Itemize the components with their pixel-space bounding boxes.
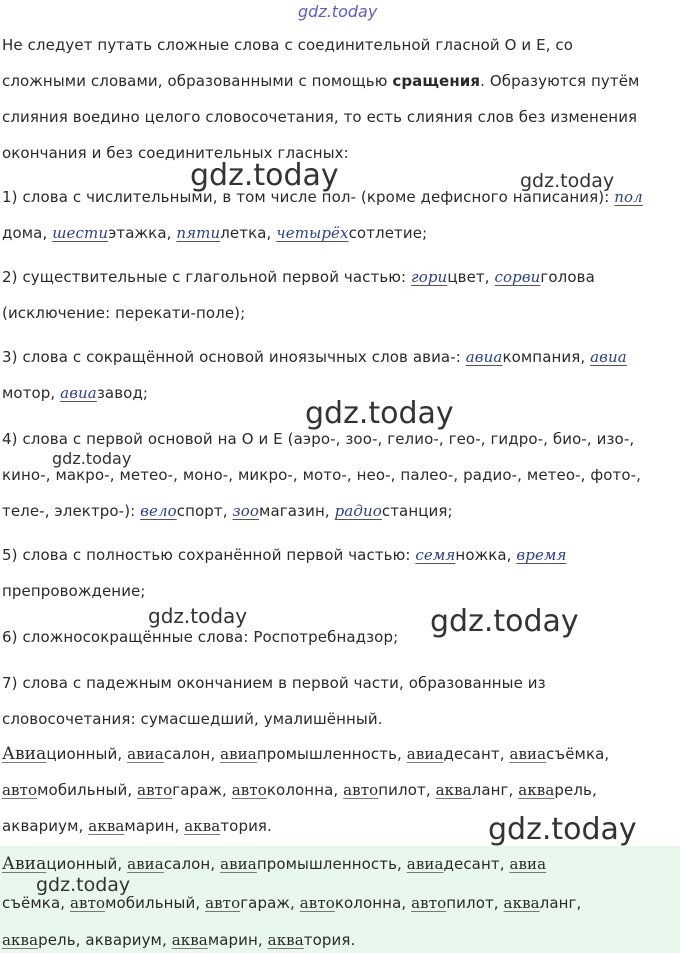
- answer-line-2: [2, 894, 581, 912]
- item-text: ножка,: [455, 546, 517, 564]
- example-word: пол: [614, 188, 643, 206]
- word-rest: ланг,: [539, 894, 582, 912]
- watermark: gdz.today: [148, 604, 248, 628]
- rule-line: [2, 72, 639, 90]
- word-rest: десант,: [443, 855, 510, 873]
- item-text: голова: [540, 268, 595, 286]
- word-root: авиа: [127, 745, 164, 763]
- example-word: гори: [411, 268, 448, 286]
- item-text: 5) слова с полностью сохранённой первой частью:: [2, 546, 416, 564]
- word-rest: салон,: [163, 855, 221, 873]
- example-word: авиа: [590, 348, 627, 366]
- item-text: летка,: [220, 224, 277, 242]
- word-rest: салон,: [163, 745, 221, 763]
- word-root: аква: [518, 781, 555, 799]
- item-7-line2: словосочетания: сумасшедший, умалишённый.: [2, 710, 383, 728]
- task-line-2: [2, 781, 597, 799]
- word-rest: съёмка,: [2, 894, 70, 912]
- item-text: спорт,: [176, 502, 233, 520]
- rule-line: Не следует путать сложные слова с соединительной гласной О и Е, со: [2, 36, 574, 54]
- word-root: аква: [2, 931, 39, 949]
- word-root: авто: [137, 781, 173, 799]
- item-text: цвет,: [447, 268, 495, 286]
- task-line-1: [2, 744, 609, 764]
- word-rest: гараж,: [240, 894, 300, 912]
- item-1-line2: [2, 224, 427, 242]
- word-rest: промышленность,: [256, 745, 407, 763]
- watermark: gdz.today: [488, 812, 637, 847]
- word-rest: пилот,: [378, 781, 436, 799]
- word-rest: тория.: [303, 931, 356, 949]
- example-word: вело: [140, 502, 177, 520]
- word-rest: рель, аквариум,: [38, 931, 172, 949]
- word-rest: ланг,: [471, 781, 519, 799]
- item-text: завод;: [96, 384, 149, 402]
- example-word: радио: [334, 502, 382, 520]
- word-root: аква: [184, 817, 221, 835]
- word-rest: колонна,: [334, 894, 412, 912]
- word-root: авиа: [406, 855, 444, 873]
- item-text: дома,: [2, 224, 53, 242]
- word-rest: марин,: [207, 931, 268, 949]
- word-root: авто: [411, 894, 447, 912]
- watermark: gdz.today: [305, 396, 454, 431]
- word-rest: ционный,: [46, 855, 128, 873]
- watermark: gdz.today: [52, 449, 132, 468]
- word-root: авиа: [127, 855, 164, 873]
- item-7: 7) слова с падежным окончанием в первой части, образованные из: [2, 674, 546, 692]
- word-rest: десант,: [443, 745, 510, 763]
- rule-term: сращения: [392, 72, 481, 90]
- word-root: аква: [267, 931, 304, 949]
- item-text: теле-, электро-):: [2, 502, 141, 520]
- item-4-line2: кино-, макро-, метео-, моно-, микро-, мото-, нео-, палео-, радио-, метео-, фото-,: [2, 466, 642, 484]
- rule-text: . Образуются путём: [480, 72, 640, 90]
- item-text: этажка,: [108, 224, 177, 242]
- item-text: 2) существительные с глагольной первой частью:: [2, 268, 412, 286]
- item-text: 3) слова с сокращённой основой иноязычных слов авиа-:: [2, 348, 466, 366]
- word-root: авто: [231, 781, 267, 799]
- item-text: сотлетие;: [348, 224, 428, 242]
- rule-line: слияния воедино целого словосочетания, то есть слияния слов без изменения: [2, 108, 638, 126]
- item-3: [2, 348, 627, 366]
- word-rest: мобильный,: [105, 894, 206, 912]
- item-6: 6) сложносокращённые слова: Роспотребнадзор;: [2, 628, 399, 646]
- answer-line-1: [2, 854, 546, 874]
- word-root: авто: [343, 781, 379, 799]
- example-word: сорви: [494, 268, 541, 286]
- word-root: Авиа: [2, 854, 47, 874]
- example-word: время: [516, 546, 567, 564]
- word-root: авто: [2, 781, 38, 799]
- word-root: авто: [205, 894, 241, 912]
- word-root: авто: [69, 894, 106, 912]
- item-text: магазин,: [259, 502, 335, 520]
- item-1: [2, 188, 643, 206]
- item-4-line3: [2, 502, 453, 520]
- item-2-line2: (исключение: перекати-поле);: [2, 304, 246, 322]
- word-rest: тория.: [220, 817, 272, 835]
- example-word: авиа: [60, 384, 97, 402]
- item-5-line2: препровождение;: [2, 582, 146, 600]
- watermark: gdz.today: [190, 158, 339, 193]
- item-2: [2, 268, 595, 286]
- word-root: авто: [299, 894, 335, 912]
- word-rest: рель,: [554, 781, 597, 799]
- word-root: авиа: [509, 855, 547, 873]
- watermark: gdz.today: [520, 170, 615, 192]
- word-rest: гараж,: [172, 781, 232, 799]
- example-word: семя: [415, 546, 456, 564]
- word-rest: пилот,: [446, 894, 504, 912]
- watermark-top: gdz.today: [298, 2, 378, 21]
- word-root: авиа: [220, 855, 257, 873]
- item-text: станция;: [381, 502, 453, 520]
- word-root: аква: [88, 817, 125, 835]
- example-word: авиа: [465, 348, 503, 366]
- example-word: зоо: [232, 502, 260, 520]
- watermark: gdz.today: [430, 604, 579, 639]
- item-text: компания,: [502, 348, 591, 366]
- task-line-3: [2, 817, 272, 835]
- word-rest: колонна,: [266, 781, 344, 799]
- watermark: gdz.today: [36, 874, 131, 896]
- word-rest: съёмка,: [546, 745, 610, 763]
- rule-text: сложными словами, образованными с помощью: [2, 72, 393, 90]
- word-root: авиа: [220, 745, 257, 763]
- word-rest: ционный,: [46, 745, 128, 763]
- item-3-line2: [2, 384, 148, 402]
- item-5: [2, 546, 566, 564]
- word-rest: марин,: [124, 817, 185, 835]
- word-rest: мобильный,: [37, 781, 138, 799]
- item-text: мотор,: [2, 384, 61, 402]
- item-text: 1) слова с числительными, в том числе пол- (кроме дефисного написания):: [2, 188, 615, 206]
- answer-line-3: [2, 931, 355, 949]
- word-root: авиа: [509, 745, 547, 763]
- word-root: аква: [171, 931, 208, 949]
- word-rest: промышленность,: [256, 855, 407, 873]
- example-word: четырёх: [276, 224, 349, 242]
- example-word: шести: [52, 224, 109, 242]
- word-rest: аквариум,: [2, 817, 89, 835]
- word-root: авиа: [406, 745, 444, 763]
- word-root: Авиа: [2, 744, 47, 764]
- rule-line: окончания и без соединительных гласных:: [2, 144, 349, 162]
- item-4: 4) слова с первой основой на О и Е (аэро-, зоо-, гелио-, гео-, гидро-, био-, изо-,: [2, 430, 635, 448]
- word-root: аква: [503, 894, 540, 912]
- word-root: аква: [435, 781, 472, 799]
- example-word: пяти: [176, 224, 221, 242]
